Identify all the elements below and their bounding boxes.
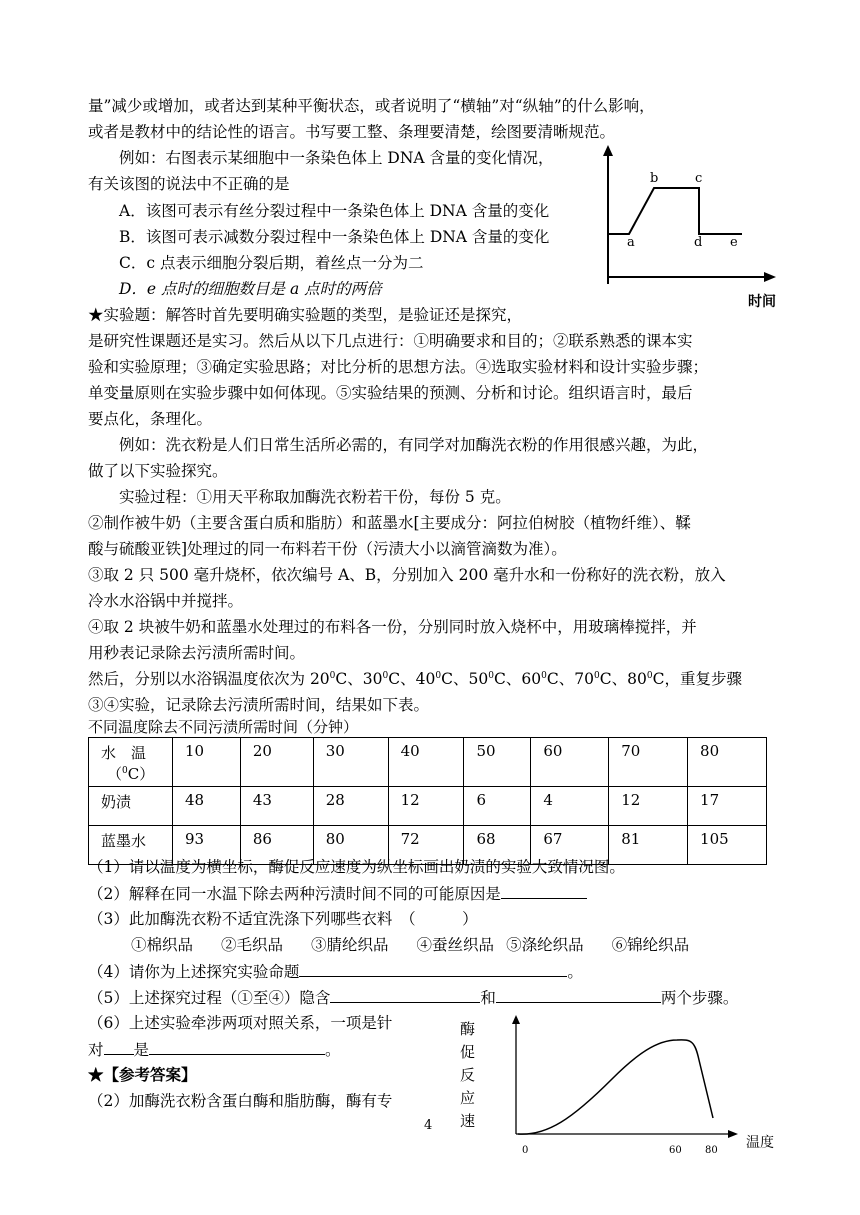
table-header-temp: 30 (313, 738, 388, 787)
question-2: （2）解释在同一水温下除去两种污渍时间不同的可能原因是 (88, 882, 587, 905)
experiment-line-4: 单变量原则在实验步骤中如何体现。⑤实验结果的预测、分析和讨论。组织语言时，最后 (88, 384, 693, 402)
y-label-char: 应 (460, 1089, 476, 1107)
table-cell: 105 (688, 826, 767, 865)
table-header-label: 水 温 （$^0$C） (89, 738, 173, 787)
figure1-point-d: d (694, 235, 703, 250)
temps-suffix: ，重复步骤 (664, 670, 742, 688)
answer-2: （2）加酶洗衣粉含蛋白酶和脂肪酶，酶有专 (88, 1092, 393, 1110)
temp-60: 60 (521, 670, 542, 688)
y-label-char: 酶 (460, 1020, 476, 1038)
example2-line-2: 做了以下实验探究。 (88, 462, 228, 480)
intro-line-1: 量”减少或增加，或者达到某种平衡状态，或者说明了“横轴”对“纵轴”的什么影响， (88, 97, 655, 115)
experiment-line-5: 要点化，条理化。 (88, 410, 213, 428)
figure1-x-label: 时间 (748, 294, 776, 310)
enzyme-rate-figure (452, 1014, 782, 1159)
table-cell: 86 (240, 826, 313, 865)
table-cell: 68 (464, 826, 531, 865)
temp-80: 80 (627, 670, 647, 688)
procedure-step-3b: 冷水水浴锅中并搅拌。 (88, 592, 244, 610)
temp-70: 70 (574, 670, 594, 688)
answers-title: ★【参考答案】 (88, 1065, 197, 1084)
example2-line-1: 例如：洗衣粉是人们日常生活所必需的，有同学对加酶洗衣粉的作用很感兴趣，为此， (119, 436, 709, 454)
experiment-line-1: ★实验题：解答时首先要明确实验题的类型，是验证还是探究， (88, 306, 523, 324)
table-cell: 80 (313, 826, 388, 865)
table-header-temp: 80 (688, 738, 767, 787)
figure2-curve (518, 1040, 713, 1134)
example1-stem-2: 有关该图的说法中不正确的是 (88, 175, 290, 193)
figure1-point-a: a (627, 235, 635, 250)
figure1-point-b: b (650, 171, 659, 186)
temp-50: 50 (468, 670, 489, 688)
y-label-char: 速 (460, 1112, 476, 1130)
q3-option: ②毛织品 (221, 936, 284, 954)
answer-blank[interactable] (299, 960, 567, 977)
procedure-temperatures-line: 然后，分别以水浴锅温度依次为 $20^0C$、$30^0C$、$40^0C$、$50^0C$、$60^0C$、$70^0C$、$80^0C$，重复步骤 (88, 670, 742, 688)
example1-option-d: D．e 点时的细胞数目是 a 点时的两倍 (119, 280, 382, 298)
temp-20: 20 (309, 670, 330, 688)
table-header-temp: 60 (531, 738, 609, 787)
answer-blank[interactable] (104, 1038, 134, 1055)
example1-option-b: B．该图可表示减数分裂过程中一条染色体上 DNA 含量的变化 (119, 228, 550, 246)
table-cell: 72 (388, 826, 464, 865)
answer-blank[interactable] (496, 986, 661, 1003)
table-cell: 81 (609, 826, 688, 865)
figure2-y-label (460, 1020, 475, 1130)
procedure-step-1: 实验过程：①用天平称取加酶洗衣粉若干份，每份 5 克。 (119, 488, 511, 506)
dna-content-figure (596, 142, 786, 314)
figure1-x-arrow (764, 272, 776, 282)
table-cell: 12 (388, 787, 464, 826)
q3-option: ⑤涤纶织品 (506, 936, 584, 954)
q3-option: ①棉织品 (131, 936, 194, 954)
procedure-step-4a: ④取 2 块被牛奶和蓝墨水处理过的布料各一份，分别同时放入烧杯中，用玻璃棒搅拌，并 (88, 618, 697, 636)
question-3-options (131, 934, 689, 956)
table-cell: 93 (172, 826, 240, 865)
question-6-line-2: 对 是 。 (88, 1038, 341, 1061)
table-row (89, 787, 767, 826)
table-caption: 不同温度除去不同污渍所需时间（分钟） (88, 718, 359, 736)
table-cell: 4 (531, 787, 609, 826)
q3-option: ④蚕丝织品 (416, 936, 495, 954)
experiment-line-2: 是研究性课题还是实习。然后从以下几点进行：①明确要求和目的；②联系熟悉的课本实 (88, 332, 693, 350)
figure1-point-c: c (695, 171, 703, 186)
table-row-label: 蓝墨水 (89, 826, 173, 865)
figure2-x-arrow (728, 1130, 738, 1138)
y-label-char: 反 (460, 1066, 476, 1084)
table-header-temp: 40 (388, 738, 464, 787)
temps-prefix: 然后，分别以水浴锅温度依次为 (88, 670, 310, 688)
procedure-step-4b: 用秒表记录除去污渍所需时间。 (88, 644, 306, 662)
figure1-point-e: e (730, 235, 738, 250)
figure1-y-arrow (603, 145, 613, 156)
temp-40: 40 (415, 670, 436, 688)
procedure-step-2b: 酸与硫酸亚铁]处理过的同一布料若干份（污渍大小以滴管滴数为准）。 (88, 540, 567, 558)
example1-option-a: A．该图可表示有丝分裂过程中一条染色体上 DNA 含量的变化 (119, 202, 550, 220)
answer-blank[interactable] (330, 986, 480, 1003)
figure2-tick-60: 60 (669, 1145, 682, 1156)
temp-30: 30 (362, 670, 383, 688)
figure2-tick-0: 0 (522, 1145, 529, 1156)
question-1: （1）请以温度为横坐标，酶促反应速度为纵坐标画出奶渍的实验大致情况图。 (88, 858, 625, 876)
answer-blank[interactable] (149, 1038, 325, 1055)
procedure-step-2a: ②制作被牛奶（主要含蛋白质和脂肪）和蓝墨水[主要成分：阿拉伯树胶（植物纤维）、鞣 (88, 514, 691, 532)
table-cell: 6 (464, 787, 531, 826)
table-cell: 12 (609, 787, 688, 826)
procedure-step-3a: ③取 2 只 500 毫升烧杯，依次编号 A、B，分别加入 200 毫升水和一份称好的洗衣粉，放入 (88, 566, 726, 584)
page-number: 4 (424, 1118, 433, 1133)
question-5: （5）上述探究过程（①至④）隐含 和 两个步骤。 (88, 986, 738, 1009)
experiment-line-3: 验和实验原理；③确定实验思路；对比分析的思想方法。④选取实验材料和设计实验步骤； (88, 358, 709, 376)
question-3: （3）此加酶洗衣粉不适宜洗涤下列哪些衣料 （ ） (88, 910, 478, 928)
table-cell: 17 (688, 787, 767, 826)
table-header-temp: 50 (464, 738, 531, 787)
intro-line-2: 或者是教材中的结论性的语言。书写要工整、条理要清楚，绘图要清晰规范。 (88, 123, 616, 141)
example1-option-c: C．c 点表示细胞分裂后期，着丝点一分为二 (119, 254, 424, 272)
figure2-y-arrow (512, 1015, 520, 1024)
table-cell: 28 (313, 787, 388, 826)
table-cell: 43 (240, 787, 313, 826)
table-header-temp: 10 (172, 738, 240, 787)
figure1-curve (608, 188, 742, 234)
y-label-char: 促 (460, 1043, 476, 1061)
question-4: （4）请你为上述探究实验命题 。 (88, 960, 583, 983)
example1-stem-1: 例如：右图表示某细胞中一条染色体上 DNA 含量的变化情况， (119, 149, 554, 167)
table-row-label: 奶渍 (89, 787, 173, 826)
results-table (88, 737, 767, 865)
answer-blank[interactable] (501, 882, 587, 899)
table-header-temp: 70 (609, 738, 688, 787)
figure2-x-label: 温度 (746, 1135, 774, 1151)
question-6-line-1: （6）上述实验牵涉两项对照关系，一项是针 (88, 1014, 393, 1032)
table-header-row (89, 738, 767, 787)
procedure-step-5b: ③④实验，记录除去污渍所需时间，结果如下表。 (88, 696, 430, 714)
table-cell: 48 (172, 787, 240, 826)
figure2-tick-80: 80 (705, 1145, 718, 1156)
table-cell: 67 (531, 826, 609, 865)
table-header-temp: 20 (240, 738, 313, 787)
q3-option: ⑥锦纶织品 (611, 936, 690, 954)
q3-option: ③腈纶织品 (311, 936, 389, 954)
